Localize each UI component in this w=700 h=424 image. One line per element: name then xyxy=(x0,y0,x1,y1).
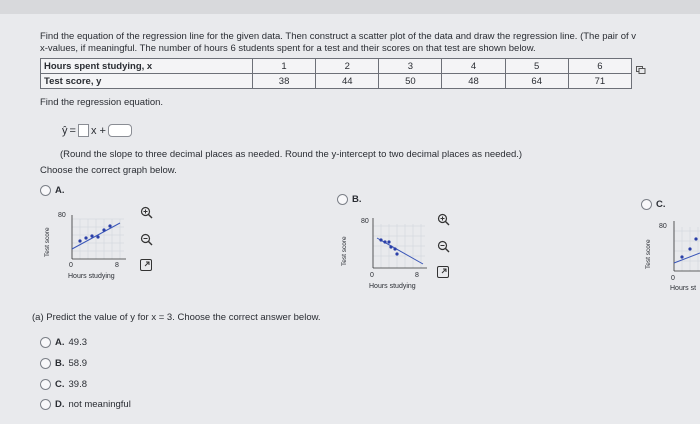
expand-icon[interactable] xyxy=(140,258,153,276)
x-tick-label: 0 xyxy=(69,262,73,269)
equals-sign: = xyxy=(69,124,76,137)
x-cell: 2 xyxy=(316,59,379,74)
scatter-plot-c xyxy=(668,219,700,275)
option-letter: A. xyxy=(55,337,65,348)
x-plus-text: x + xyxy=(90,124,106,137)
x-axis-label: Hours studying xyxy=(68,273,115,280)
x-tick-label: 0 xyxy=(671,275,675,282)
option-letter: A. xyxy=(55,185,65,196)
y-cell: 48 xyxy=(442,74,505,89)
radio-button[interactable] xyxy=(641,199,652,210)
slope-input[interactable] xyxy=(78,124,89,137)
zoom-out-icon[interactable] xyxy=(140,233,153,251)
graph-prompt: Choose the correct graph below. xyxy=(40,165,177,176)
x-cell: 6 xyxy=(568,59,631,74)
question-line-1: Find the equation of the regression line for the given data. Then construct a scatter plot of the data and draw the regression line. (The pair of v xyxy=(40,31,637,42)
x-cell: 5 xyxy=(505,59,568,74)
answer-option-d[interactable] xyxy=(40,399,131,410)
option-letter: B. xyxy=(55,358,65,369)
copy-table-icon[interactable] xyxy=(636,66,646,77)
option-text: 58.9 xyxy=(68,358,87,369)
answer-option-a[interactable] xyxy=(40,337,87,348)
y-cell: 38 xyxy=(253,74,316,89)
zoom-in-icon[interactable] xyxy=(437,213,450,231)
table-row xyxy=(41,74,632,89)
regression-equation xyxy=(62,124,132,137)
graph-b[interactable] xyxy=(337,210,437,300)
rounding-instructions: (Round the slope to three decimal places as needed. Round the y-intercept to two decimal places as needed.) xyxy=(60,149,523,160)
y-cell: 44 xyxy=(316,74,379,89)
option-letter: D. xyxy=(55,399,65,410)
scatter-plot-b xyxy=(367,216,431,272)
radio-button[interactable] xyxy=(40,379,51,390)
option-letter: C. xyxy=(55,379,65,390)
answer-option-c[interactable] xyxy=(40,379,87,390)
option-letter: B. xyxy=(352,194,362,205)
radio-button[interactable] xyxy=(40,358,51,369)
data-table xyxy=(40,58,632,89)
graph-c[interactable] xyxy=(641,213,700,303)
table-row xyxy=(41,59,632,74)
zoom-out-icon[interactable] xyxy=(437,240,450,258)
option-text: 49.3 xyxy=(68,337,87,348)
zoom-in-icon[interactable] xyxy=(140,206,153,224)
answer-option-b[interactable] xyxy=(40,358,87,369)
option-text: 39.8 xyxy=(68,379,87,390)
y-cell: 50 xyxy=(379,74,442,89)
x-axis-label: Hours st xyxy=(670,285,697,292)
top-strip xyxy=(0,0,700,14)
y-axis-label: Test score xyxy=(44,227,51,257)
x-tick-label: 0 xyxy=(370,272,374,279)
x-tick-label: 8 xyxy=(415,272,419,279)
y-axis-label: Test score xyxy=(645,239,652,269)
regression-prompt: Find the regression equation. xyxy=(40,97,164,108)
graph-option-b[interactable] xyxy=(337,194,362,205)
radio-button[interactable] xyxy=(40,399,51,410)
option-letter: C. xyxy=(656,199,666,210)
option-text: not meaningful xyxy=(68,399,131,410)
question-line-2: x-values, if meaningful. The number of hours 6 students spent for a test and their scores on that test are shown below. xyxy=(40,43,536,54)
expand-icon[interactable] xyxy=(437,265,450,283)
y-tick-label: 80 xyxy=(58,212,66,219)
x-cell: 3 xyxy=(379,59,442,74)
x-tick-label: 8 xyxy=(115,262,119,269)
radio-button[interactable] xyxy=(337,194,348,205)
y-tick-label: 80 xyxy=(361,218,369,225)
y-cell: 64 xyxy=(505,74,568,89)
x-axis-label: Hours studying xyxy=(369,283,416,290)
graph-option-c[interactable] xyxy=(641,199,666,210)
x-cell: 4 xyxy=(442,59,505,74)
row-label-score: Test score, y xyxy=(41,74,253,89)
radio-button[interactable] xyxy=(40,185,51,196)
scatter-plot-a xyxy=(66,211,130,263)
graph-option-a[interactable] xyxy=(40,185,65,196)
x-cell: 1 xyxy=(253,59,316,74)
graph-a[interactable] xyxy=(40,205,140,290)
radio-button[interactable] xyxy=(40,337,51,348)
y-cell: 71 xyxy=(568,74,631,89)
y-hat-symbol: ŷ xyxy=(62,124,68,137)
y-tick-label: 80 xyxy=(659,223,667,230)
part-a-prompt: (a) Predict the value of y for x = 3. Choose the correct answer below. xyxy=(32,312,321,323)
y-axis-label: Test score xyxy=(341,236,348,266)
intercept-input[interactable] xyxy=(108,124,132,137)
row-label-hours: Hours spent studying, x xyxy=(41,59,253,74)
